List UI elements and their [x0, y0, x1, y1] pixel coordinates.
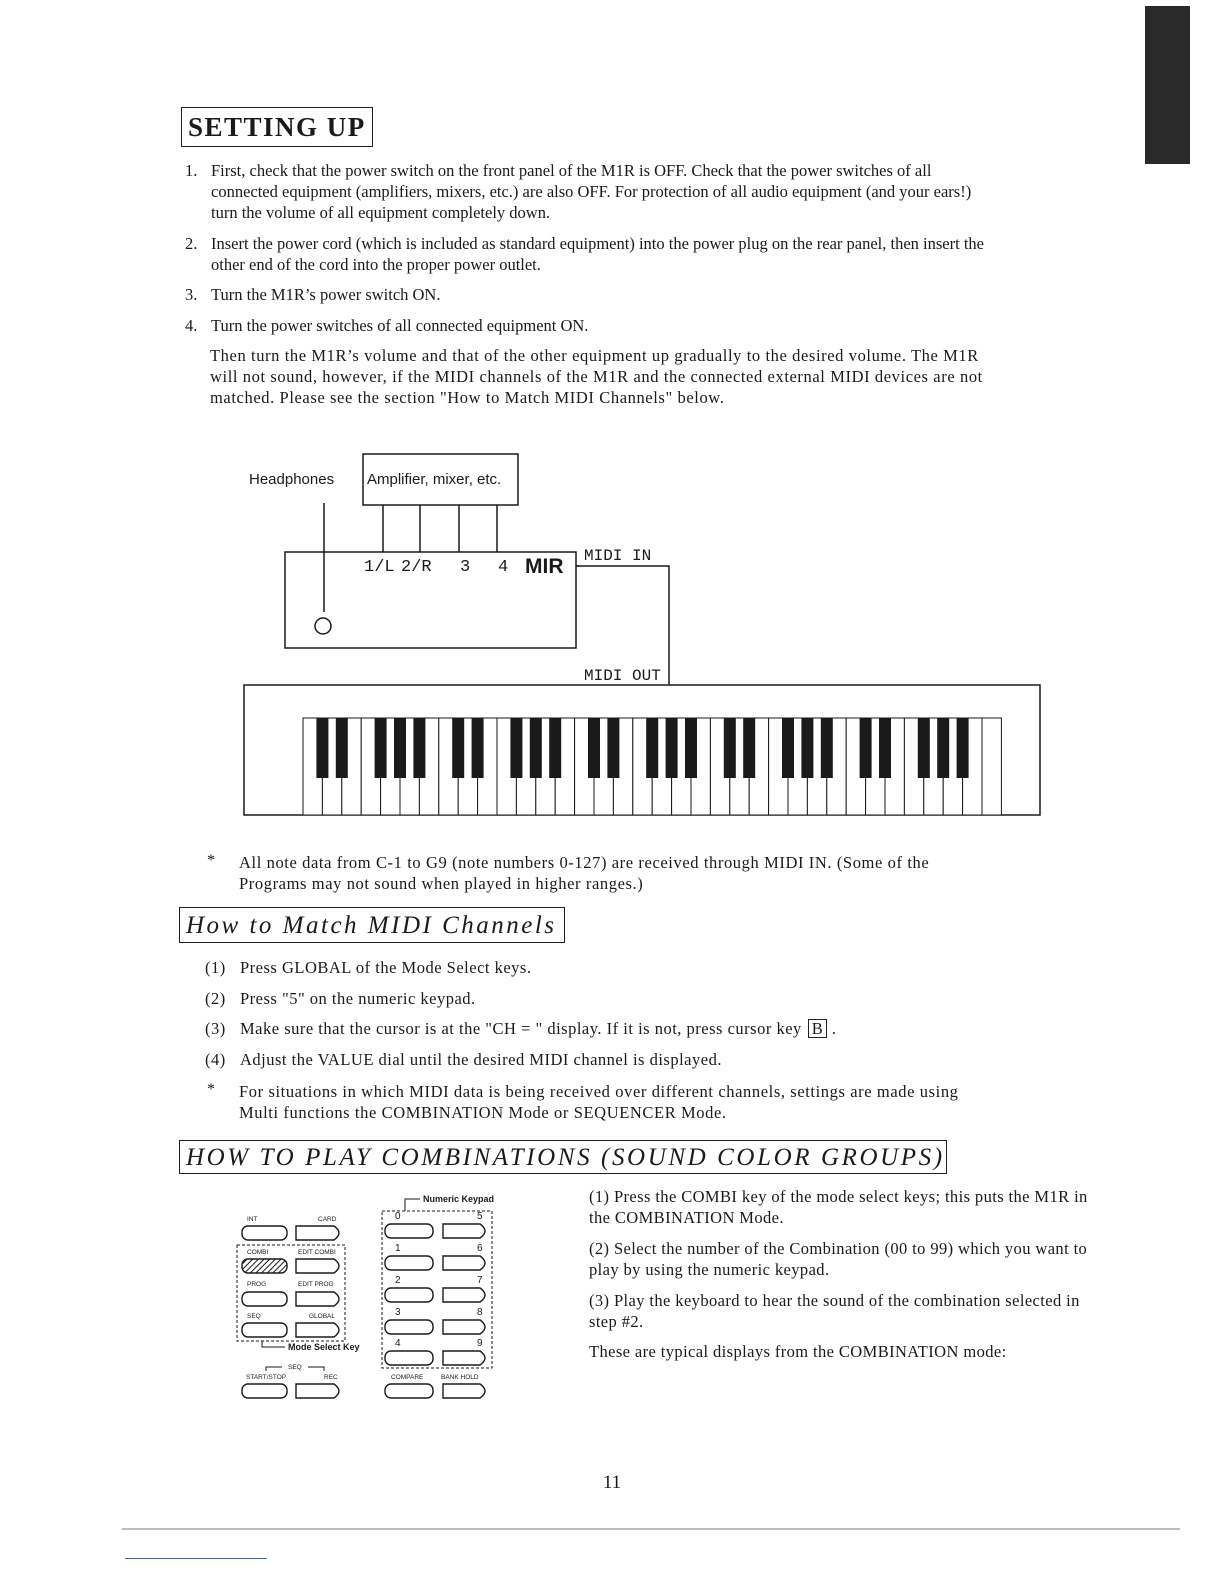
seq-label: SEQ: [247, 1313, 261, 1320]
int-label: INT: [247, 1216, 258, 1223]
bank-hold-key: [443, 1384, 485, 1398]
digit-label: 5: [477, 1211, 483, 1222]
step-text: Adjust the VALUE dial until the desired MIDI channel is displayed.: [240, 1050, 722, 1069]
digit-label: 0: [395, 1211, 401, 1222]
digit-label: 3: [395, 1307, 401, 1318]
digit-label: 8: [477, 1307, 483, 1318]
rec-label: REC: [324, 1374, 338, 1381]
combi-step-1: (1) Press the COMBI key of the mode select keys; this puts the M1R in the COMBINATION Mode.: [589, 1187, 1088, 1227]
midi-in-label: MIDI IN: [584, 547, 652, 565]
rec-key: [296, 1384, 339, 1398]
step-text: Make sure that the cursor is at the "CH = " display. If it is not, press cursor key: [240, 1019, 802, 1038]
multi-note-text: [239, 1081, 1109, 1123]
bank-hold-label: BANK HOLD: [441, 1374, 479, 1381]
black-key: [510, 718, 522, 778]
prog-key: [242, 1292, 287, 1306]
step-text: Press "5" on the numeric keypad.: [240, 989, 476, 1008]
black-key: [336, 718, 348, 778]
combi-step-2: (2) Select the number of the Combination (00 to 99) which you want to play by using the numeric keypad.: [589, 1239, 1088, 1279]
step-number: 3.: [185, 285, 198, 304]
step-text: Press GLOBAL of the Mode Select keys.: [240, 958, 532, 977]
black-key: [394, 718, 406, 778]
edit-prog-key: [296, 1292, 339, 1306]
black-key: [413, 718, 425, 778]
step-line: Insert the power cord (which is included as standard equipment) into the power plug on the rear panel, then insert the: [211, 234, 984, 253]
black-key: [588, 718, 600, 778]
midi-out-label: MIDI OUT: [584, 667, 661, 685]
card-key: [296, 1226, 339, 1240]
step-number: (1): [205, 958, 226, 977]
m1r-logo: MIR: [525, 555, 564, 578]
step-number: (2): [205, 989, 226, 1008]
front-panel-diagram: [230, 1185, 530, 1405]
keypad-4: [385, 1351, 433, 1365]
black-key: [782, 718, 794, 778]
keypad-9: [443, 1351, 485, 1365]
note-line: matched. Please see the section "How to Match MIDI Channels" below.: [210, 388, 725, 407]
step-line: Turn the M1R’s power switch ON.: [211, 285, 441, 304]
output-label: 1/L: [364, 558, 395, 577]
edit-combi-label: EDIT COMBI: [298, 1249, 336, 1256]
step-text-end: .: [827, 1019, 837, 1038]
white-key: [982, 718, 1001, 815]
black-key: [646, 718, 658, 778]
note-line: All note data from C-1 to G9 (note numbers 0-127) are received through MIDI IN. (Some of the: [239, 853, 930, 872]
black-key: [801, 718, 813, 778]
combinations-heading: HOW TO PLAY COMBINATIONS (SOUND COLOR GROUPS): [179, 1140, 947, 1174]
seq-key: [242, 1323, 287, 1337]
black-key: [860, 718, 872, 778]
step-number: 4.: [185, 316, 198, 335]
step-number: (4): [205, 1050, 226, 1069]
combi-displays-note: These are typical displays from the COMBINATION mode:: [589, 1342, 1007, 1361]
combi-label: COMBI: [247, 1249, 269, 1256]
step-line: Turn the power switches of all connected equipment ON.: [211, 316, 589, 335]
black-key: [530, 718, 542, 778]
headphone-jack: [315, 618, 331, 634]
cursor-key-b: B: [808, 1019, 828, 1038]
note-star: *: [207, 852, 215, 869]
digit-label: 1: [395, 1243, 401, 1254]
amplifier-label: Amplifier, mixer, etc.: [367, 471, 502, 488]
seq-group-label: SEQ: [288, 1364, 302, 1371]
match-midi-heading: How to Match MIDI Channels: [179, 907, 565, 943]
step-line: turn the volume of all equipment completely down.: [211, 203, 551, 222]
keypad-1: [385, 1256, 433, 1270]
global-label: GLOBAL: [309, 1313, 336, 1320]
keypad-0: [385, 1224, 433, 1238]
black-key: [937, 718, 949, 778]
global-key: [296, 1323, 339, 1337]
keypad-3: [385, 1320, 433, 1334]
keypad-6: [443, 1256, 485, 1270]
black-key: [375, 718, 387, 778]
digit-label: 7: [477, 1275, 483, 1286]
step-number: 2.: [185, 234, 198, 253]
numeric-keypad-label: Numeric Keypad: [423, 1194, 495, 1204]
mode-select-key-label: Mode Select Key: [288, 1342, 360, 1352]
compare-key: [385, 1384, 433, 1398]
headphones-label: Headphones: [249, 471, 335, 488]
black-key: [607, 718, 619, 778]
keypad-2: [385, 1288, 433, 1302]
output-label: 3: [460, 558, 471, 577]
start-stop-key: [242, 1384, 287, 1398]
black-key: [472, 718, 484, 778]
edit-combi-key: [296, 1259, 339, 1273]
step-number: 1.: [185, 161, 198, 180]
digit-label: 9: [477, 1338, 483, 1349]
step-line: other end of the cord into the proper power outlet.: [211, 255, 541, 274]
black-key: [724, 718, 736, 778]
int-key: [242, 1226, 287, 1240]
page-number: 11: [602, 1472, 622, 1493]
step-line: First, check that the power switch on the front panel of the M1R is OFF. Check that the power switches of all: [211, 161, 932, 180]
black-key: [452, 718, 464, 778]
digit-label: 2: [395, 1275, 401, 1286]
setting-up-heading: SETTING UP: [181, 107, 373, 147]
black-key: [549, 718, 561, 778]
digit-label: 4: [395, 1338, 401, 1349]
black-key: [685, 718, 697, 778]
note-line: Multi functions the COMBINATION Mode or SEQUENCER Mode.: [239, 1103, 727, 1122]
black-key: [918, 718, 930, 778]
keypad-8: [443, 1320, 485, 1334]
note-line: Programs may not sound when played in higher ranges.): [239, 874, 644, 893]
keypad-7: [443, 1288, 485, 1302]
step-line: connected equipment (amplifiers, mixers, etc.) are also OFF. For protection of all audio equipment (and your ears!): [211, 182, 972, 201]
piano-keys: [303, 718, 1001, 815]
card-label: CARD: [318, 1216, 337, 1223]
combi-step-3: (3) Play the keyboard to hear the sound of the combination selected in step #2.: [589, 1291, 1080, 1331]
footer-rule: [122, 1528, 1180, 1530]
digit-label: 6: [477, 1243, 483, 1254]
start-stop-label: START/STOP: [246, 1374, 287, 1381]
output-label: 2/R: [401, 558, 432, 577]
note-range-text: [239, 852, 1109, 894]
black-key: [957, 718, 969, 778]
compare-label: COMPARE: [391, 1374, 424, 1381]
keypad-5: [443, 1224, 485, 1238]
black-key: [821, 718, 833, 778]
multi-note-star: *: [207, 1081, 215, 1098]
black-key: [743, 718, 755, 778]
edit-prog-label: EDIT PROG: [298, 1281, 334, 1288]
output-label: 4: [498, 558, 509, 577]
note-line: Then turn the M1R’s volume and that of the other equipment up gradually to the desired volume. The M1R: [210, 346, 979, 365]
black-key: [666, 718, 678, 778]
combi-key: [242, 1259, 287, 1273]
black-key: [879, 718, 891, 778]
black-key: [316, 718, 328, 778]
footer-link-rule: [125, 1558, 267, 1559]
note-line: For situations in which MIDI data is being received over different channels, settings are made using: [239, 1082, 959, 1101]
note-line: will not sound, however, if the MIDI channels of the M1R and the connected external MIDI devices are not: [210, 367, 983, 386]
step-number: (3): [205, 1019, 226, 1038]
prog-label: PROG: [247, 1281, 267, 1288]
